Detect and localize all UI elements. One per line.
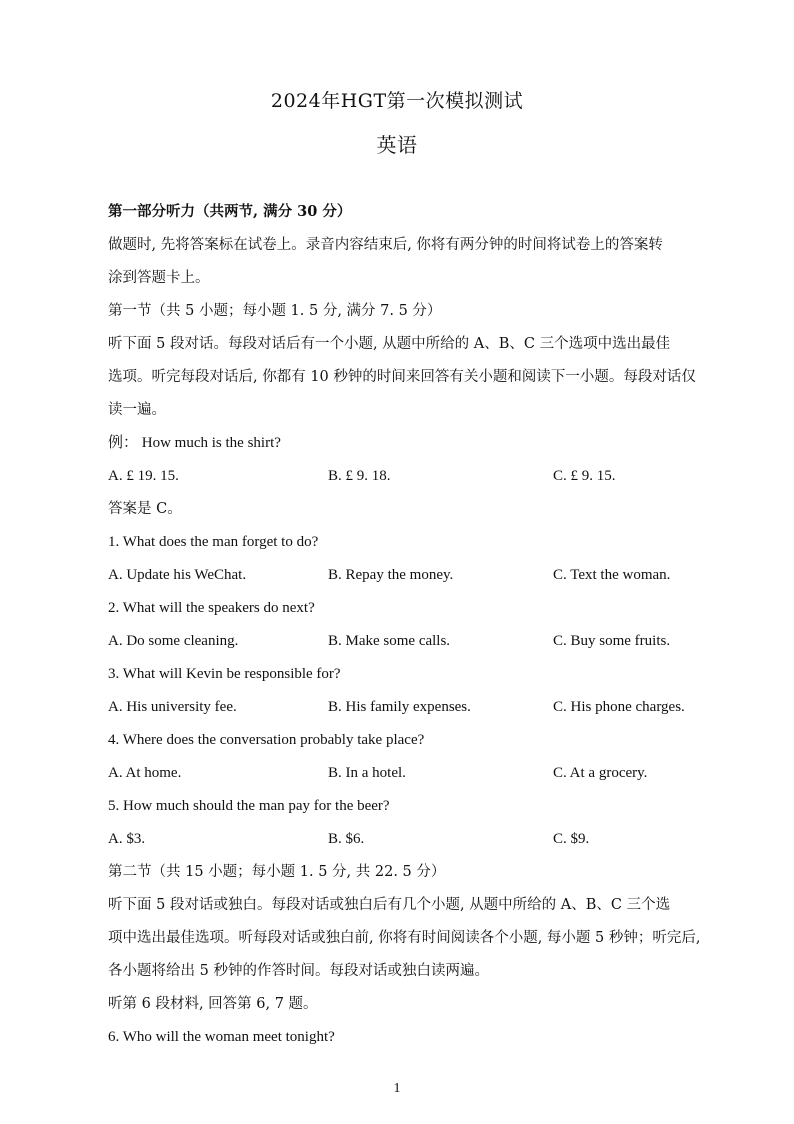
page-number: 1 — [393, 1081, 401, 1096]
question-2-option-b: B. Make some calls. — [328, 633, 451, 649]
part1-heading: 第一部分听力（共两节, 满分 30 分） — [108, 203, 352, 220]
question-1-option-b: B. Repay the money. — [328, 567, 454, 583]
exam-title: 2024年HGT第一次模拟测试 — [270, 90, 524, 112]
question-5-option-a: A. $3. — [108, 831, 146, 847]
section1-instruction-line-1: 听下面 5 段对话。每段对话后有一个小题, 从题中所给的 A、B、C 三个选项中选出最佳 — [108, 336, 671, 352]
example-option-c: C. £ 9. 15. — [553, 468, 616, 484]
example-question: 例： How much is the shirt? — [108, 435, 281, 451]
question-1-option-a: A. Update his WeChat. — [108, 567, 247, 583]
question-2-option-c: C. Buy some fruits. — [553, 633, 671, 649]
question-6: 6. Who will the woman meet tonight? — [108, 1029, 335, 1045]
exam-content — [108, 201, 720, 1059]
example-options — [108, 465, 720, 498]
question-5: 5. How much should the man pay for the beer? — [108, 798, 390, 814]
question-5-options — [108, 828, 720, 861]
question-1-options — [108, 564, 720, 597]
question-1-option-c: C. Text the woman. — [553, 567, 671, 583]
part1-instruction-line-2: 涂到答题卡上。 — [108, 270, 210, 286]
example-answer: 答案是 C。 — [108, 501, 182, 517]
section2-instruction-line-3: 各小题将给出 5 秒钟的作答时间。每段对话或独白读两遍。 — [108, 963, 489, 979]
section1-heading: 第一节（共 5 小题；每小题 1. 5 分, 满分 7. 5 分） — [108, 303, 442, 319]
section1-instruction-line-2: 选项。听完每段对话后, 你都有 10 秒钟的时间来回答有关小题和阅读下一小题。每段对话仅 — [108, 369, 696, 385]
question-4: 4. Where does the conversation probably take place? — [108, 732, 425, 748]
section2-instruction-line-2: 项中选出最佳选项。听每段对话或独白前, 你将有时间阅读各个小题, 每小题 5 秒钟；听完后, — [108, 930, 701, 946]
question-2-options — [108, 630, 720, 663]
question-3: 3. What will Kevin be responsible for? — [108, 666, 341, 682]
question-2: 2. What will the speakers do next? — [108, 600, 315, 616]
question-3-options — [108, 696, 720, 729]
question-4-option-b: B. In a hotel. — [328, 765, 406, 781]
exam-subject: 英语 — [376, 133, 418, 157]
example-option-b: B. £ 9. 18. — [328, 468, 391, 484]
section1-instruction-line-3: 读一遍。 — [108, 402, 166, 418]
material-6-instruction: 听第 6 段材料, 回答第 6, 7 题。 — [108, 996, 318, 1012]
question-1: 1. What does the man forget to do? — [108, 534, 319, 550]
question-3-option-b: B. His family expenses. — [328, 699, 471, 715]
question-2-option-a: A. Do some cleaning. — [108, 633, 239, 649]
question-3-option-c: C. His phone charges. — [553, 699, 685, 715]
question-5-option-b: B. $6. — [328, 831, 365, 847]
part1-instruction-line-1: 做题时, 先将答案标在试卷上。录音内容结束后, 你将有两分钟的时间将试卷上的答案转 — [108, 237, 663, 253]
section2-instruction-line-1: 听下面 5 段对话或独白。每段对话或独白后有几个小题, 从题中所给的 A、B、C 三个选 — [108, 897, 671, 913]
question-3-option-a: A. His university fee. — [108, 699, 237, 715]
section2-heading: 第二节（共 15 小题；每小题 1. 5 分, 共 22. 5 分） — [108, 864, 446, 880]
question-4-option-a: A. At home. — [108, 765, 182, 781]
question-5-option-c: C. $9. — [553, 831, 590, 847]
example-option-a: A. £ 19. 15. — [108, 468, 179, 484]
question-4-option-c: C. At a grocery. — [553, 765, 648, 781]
question-4-options — [108, 762, 720, 795]
